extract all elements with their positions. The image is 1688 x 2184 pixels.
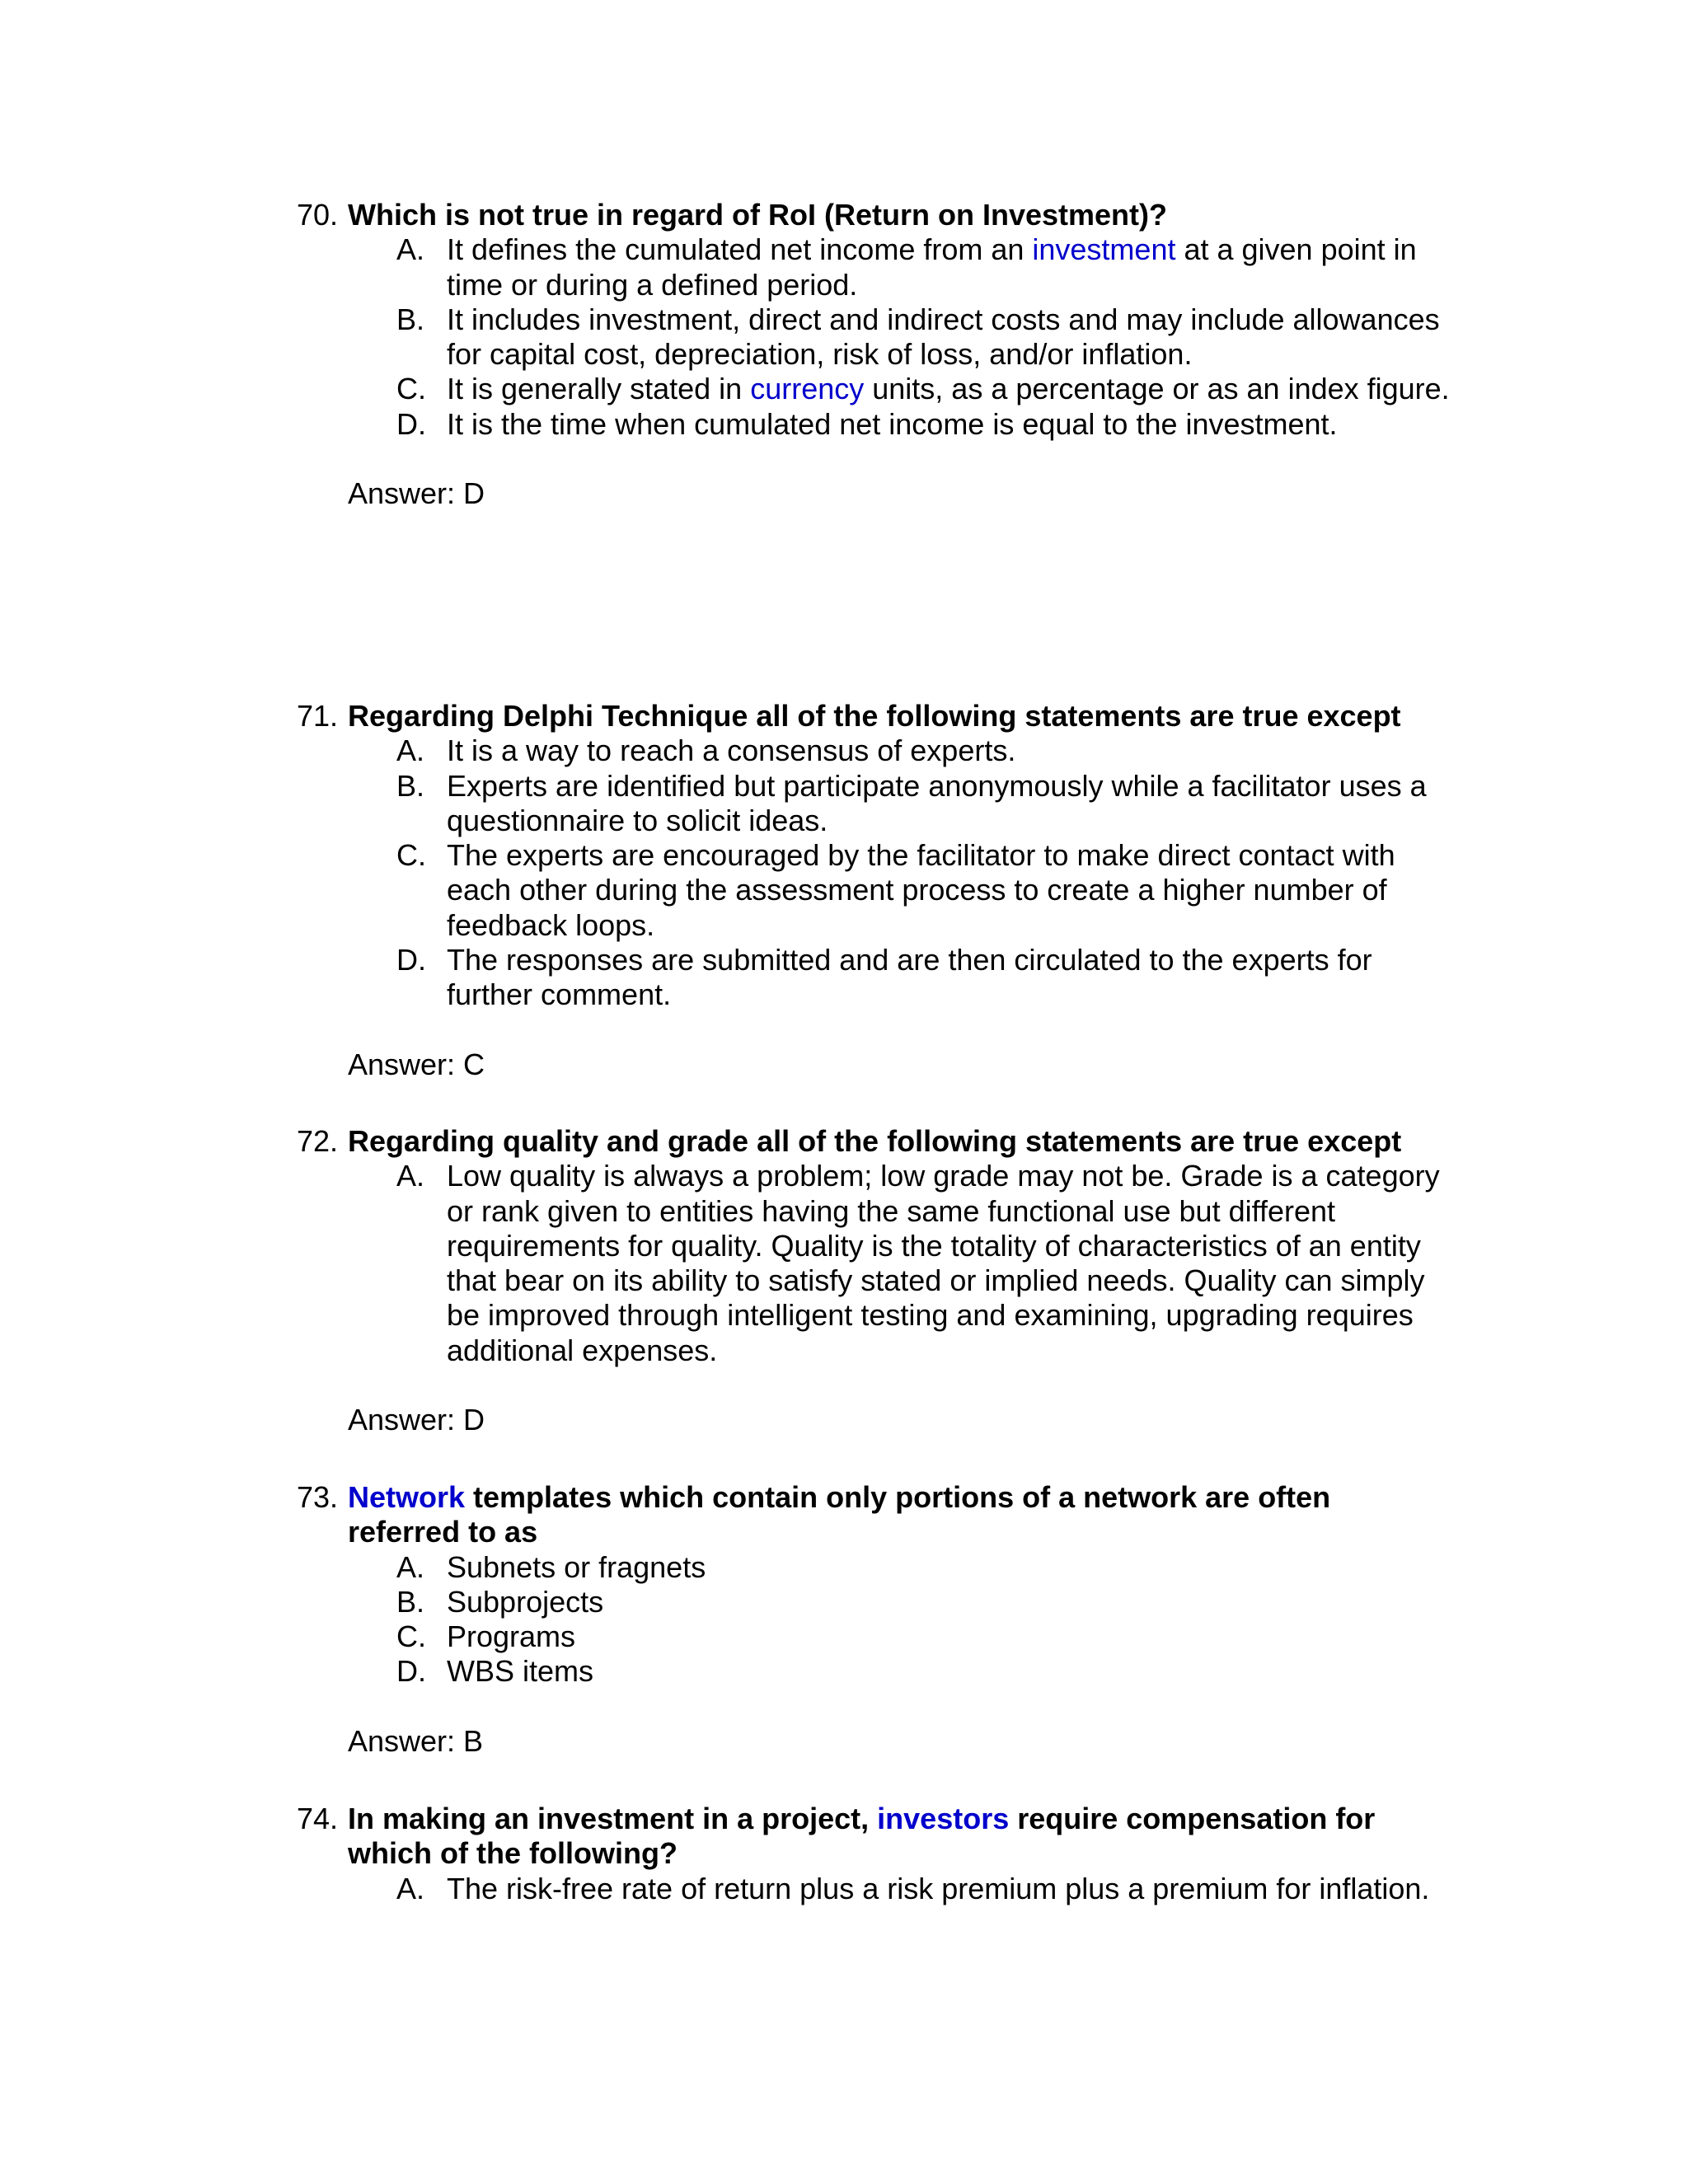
- option-text: It is the time when cumulated net income is equal to the investment.: [447, 406, 1338, 441]
- option-text: Subprojects: [447, 1584, 604, 1619]
- option-text: Programs: [447, 1619, 576, 1654]
- option-text: The experts are encouraged by the facilitator to make direct contact with each other during the assessment process to create a higher number of feedback loops.: [447, 838, 1395, 942]
- answer-options: [297, 232, 1451, 442]
- option-letter: C.: [396, 372, 426, 406]
- option-b: [297, 1585, 1451, 1619]
- stem-text: Regarding quality and grade all of the following statements are true except: [348, 1124, 1402, 1158]
- stem-text: Regarding Delphi Technique all of the following statements are true except: [348, 699, 1401, 733]
- question-stem: [297, 1124, 1451, 1159]
- investment-link[interactable]: investment: [1032, 232, 1176, 267]
- option-a: [297, 1159, 1451, 1368]
- question-stem: [297, 699, 1451, 733]
- option-d: [297, 943, 1451, 1013]
- option-text: units, as a percentage or as an index figure.: [864, 372, 1450, 406]
- option-letter: D.: [396, 406, 426, 441]
- option-letter: A.: [396, 1159, 425, 1193]
- option-text: The risk-free rate of return plus a risk premium plus a premium for inflation.: [447, 1871, 1430, 1905]
- network-link[interactable]: Network: [348, 1480, 466, 1514]
- option-a: [297, 1550, 1451, 1585]
- option-letter: B.: [396, 302, 425, 336]
- option-b: [297, 302, 1451, 373]
- answer-options: [297, 1872, 1451, 1906]
- option-text: Experts are identified but participate anonymously while a facilitator uses a questionnaire to solicit ideas.: [447, 768, 1427, 837]
- option-letter: D.: [396, 1654, 426, 1689]
- option-c: [297, 838, 1451, 943]
- stem-text: require compensation for which of the following?: [348, 1802, 1376, 1871]
- option-letter: C.: [396, 1619, 426, 1654]
- stem-text: Which is not true in regard of RoI (Return on Investment)?: [348, 198, 1168, 232]
- option-b: [297, 769, 1451, 839]
- answer-options: [297, 1159, 1451, 1368]
- question-72: [297, 1124, 1451, 1437]
- answer-line: Answer: D: [348, 476, 485, 511]
- option-d: [297, 407, 1451, 442]
- answer-line: Answer: C: [348, 1047, 485, 1081]
- question-number: 72.: [297, 1124, 339, 1158]
- option-a: [297, 733, 1451, 768]
- question-stem: [297, 1480, 1451, 1550]
- option-text: Low quality is always a problem; low grade may not be. Grade is a category or rank given to entities having the same functional use but different requirements for quality. Quality is the totality of characteristics of an entity that bear on its ability to satisfy stated or implied needs. Quality can simply be improved through intelligent testing and examining, upgrading requires additional expenses.: [447, 1159, 1440, 1367]
- answer-options: [297, 733, 1451, 1012]
- option-a: [297, 1872, 1451, 1906]
- option-letter: A.: [396, 733, 425, 768]
- option-letter: A.: [396, 232, 425, 267]
- option-text: WBS items: [447, 1654, 594, 1689]
- currency-link[interactable]: currency: [750, 372, 865, 406]
- question-stem: [297, 1802, 1451, 1872]
- stem-text: templates which contain only portions of a network are often referred to as: [348, 1480, 1331, 1549]
- question-74: [297, 1802, 1451, 1906]
- question-70: [297, 198, 1451, 511]
- option-letter: D.: [396, 943, 426, 977]
- question-number: 70.: [297, 198, 339, 232]
- question-stem: [297, 198, 1451, 232]
- answer-line: Answer: D: [348, 1403, 485, 1437]
- option-text: at a given point in time or during a defined period.: [447, 232, 1417, 302]
- question-number: 74.: [297, 1802, 339, 1835]
- answer-options: [297, 1550, 1451, 1690]
- option-c: [297, 1619, 1451, 1654]
- question-number: 73.: [297, 1480, 339, 1514]
- investors-link[interactable]: investors: [877, 1802, 1010, 1835]
- option-text: It is generally stated in: [447, 372, 751, 406]
- option-text: The responses are submitted and are then circulated to the experts for further comment.: [447, 943, 1372, 1012]
- question-73: [297, 1480, 1451, 1759]
- option-letter: C.: [396, 838, 426, 873]
- option-letter: B.: [396, 768, 425, 803]
- answer-line: Answer: B: [348, 1723, 484, 1758]
- question-71: [297, 699, 1451, 1082]
- option-c: [297, 372, 1451, 406]
- option-d: [297, 1654, 1451, 1689]
- option-letter: A.: [396, 1549, 425, 1584]
- option-letter: B.: [396, 1584, 425, 1619]
- option-text: It defines the cumulated net income from an: [447, 232, 1033, 267]
- option-a: [297, 232, 1451, 302]
- question-number: 71.: [297, 699, 339, 733]
- option-text: It includes investment, direct and indirect costs and may include allowances for capital cost, depreciation, risk of loss, and/or inflation.: [447, 302, 1440, 372]
- option-letter: A.: [396, 1871, 425, 1905]
- option-text: It is a way to reach a consensus of experts.: [447, 733, 1016, 768]
- stem-text: In making an investment in a project,: [348, 1802, 878, 1835]
- option-text: Subnets or fragnets: [447, 1549, 706, 1584]
